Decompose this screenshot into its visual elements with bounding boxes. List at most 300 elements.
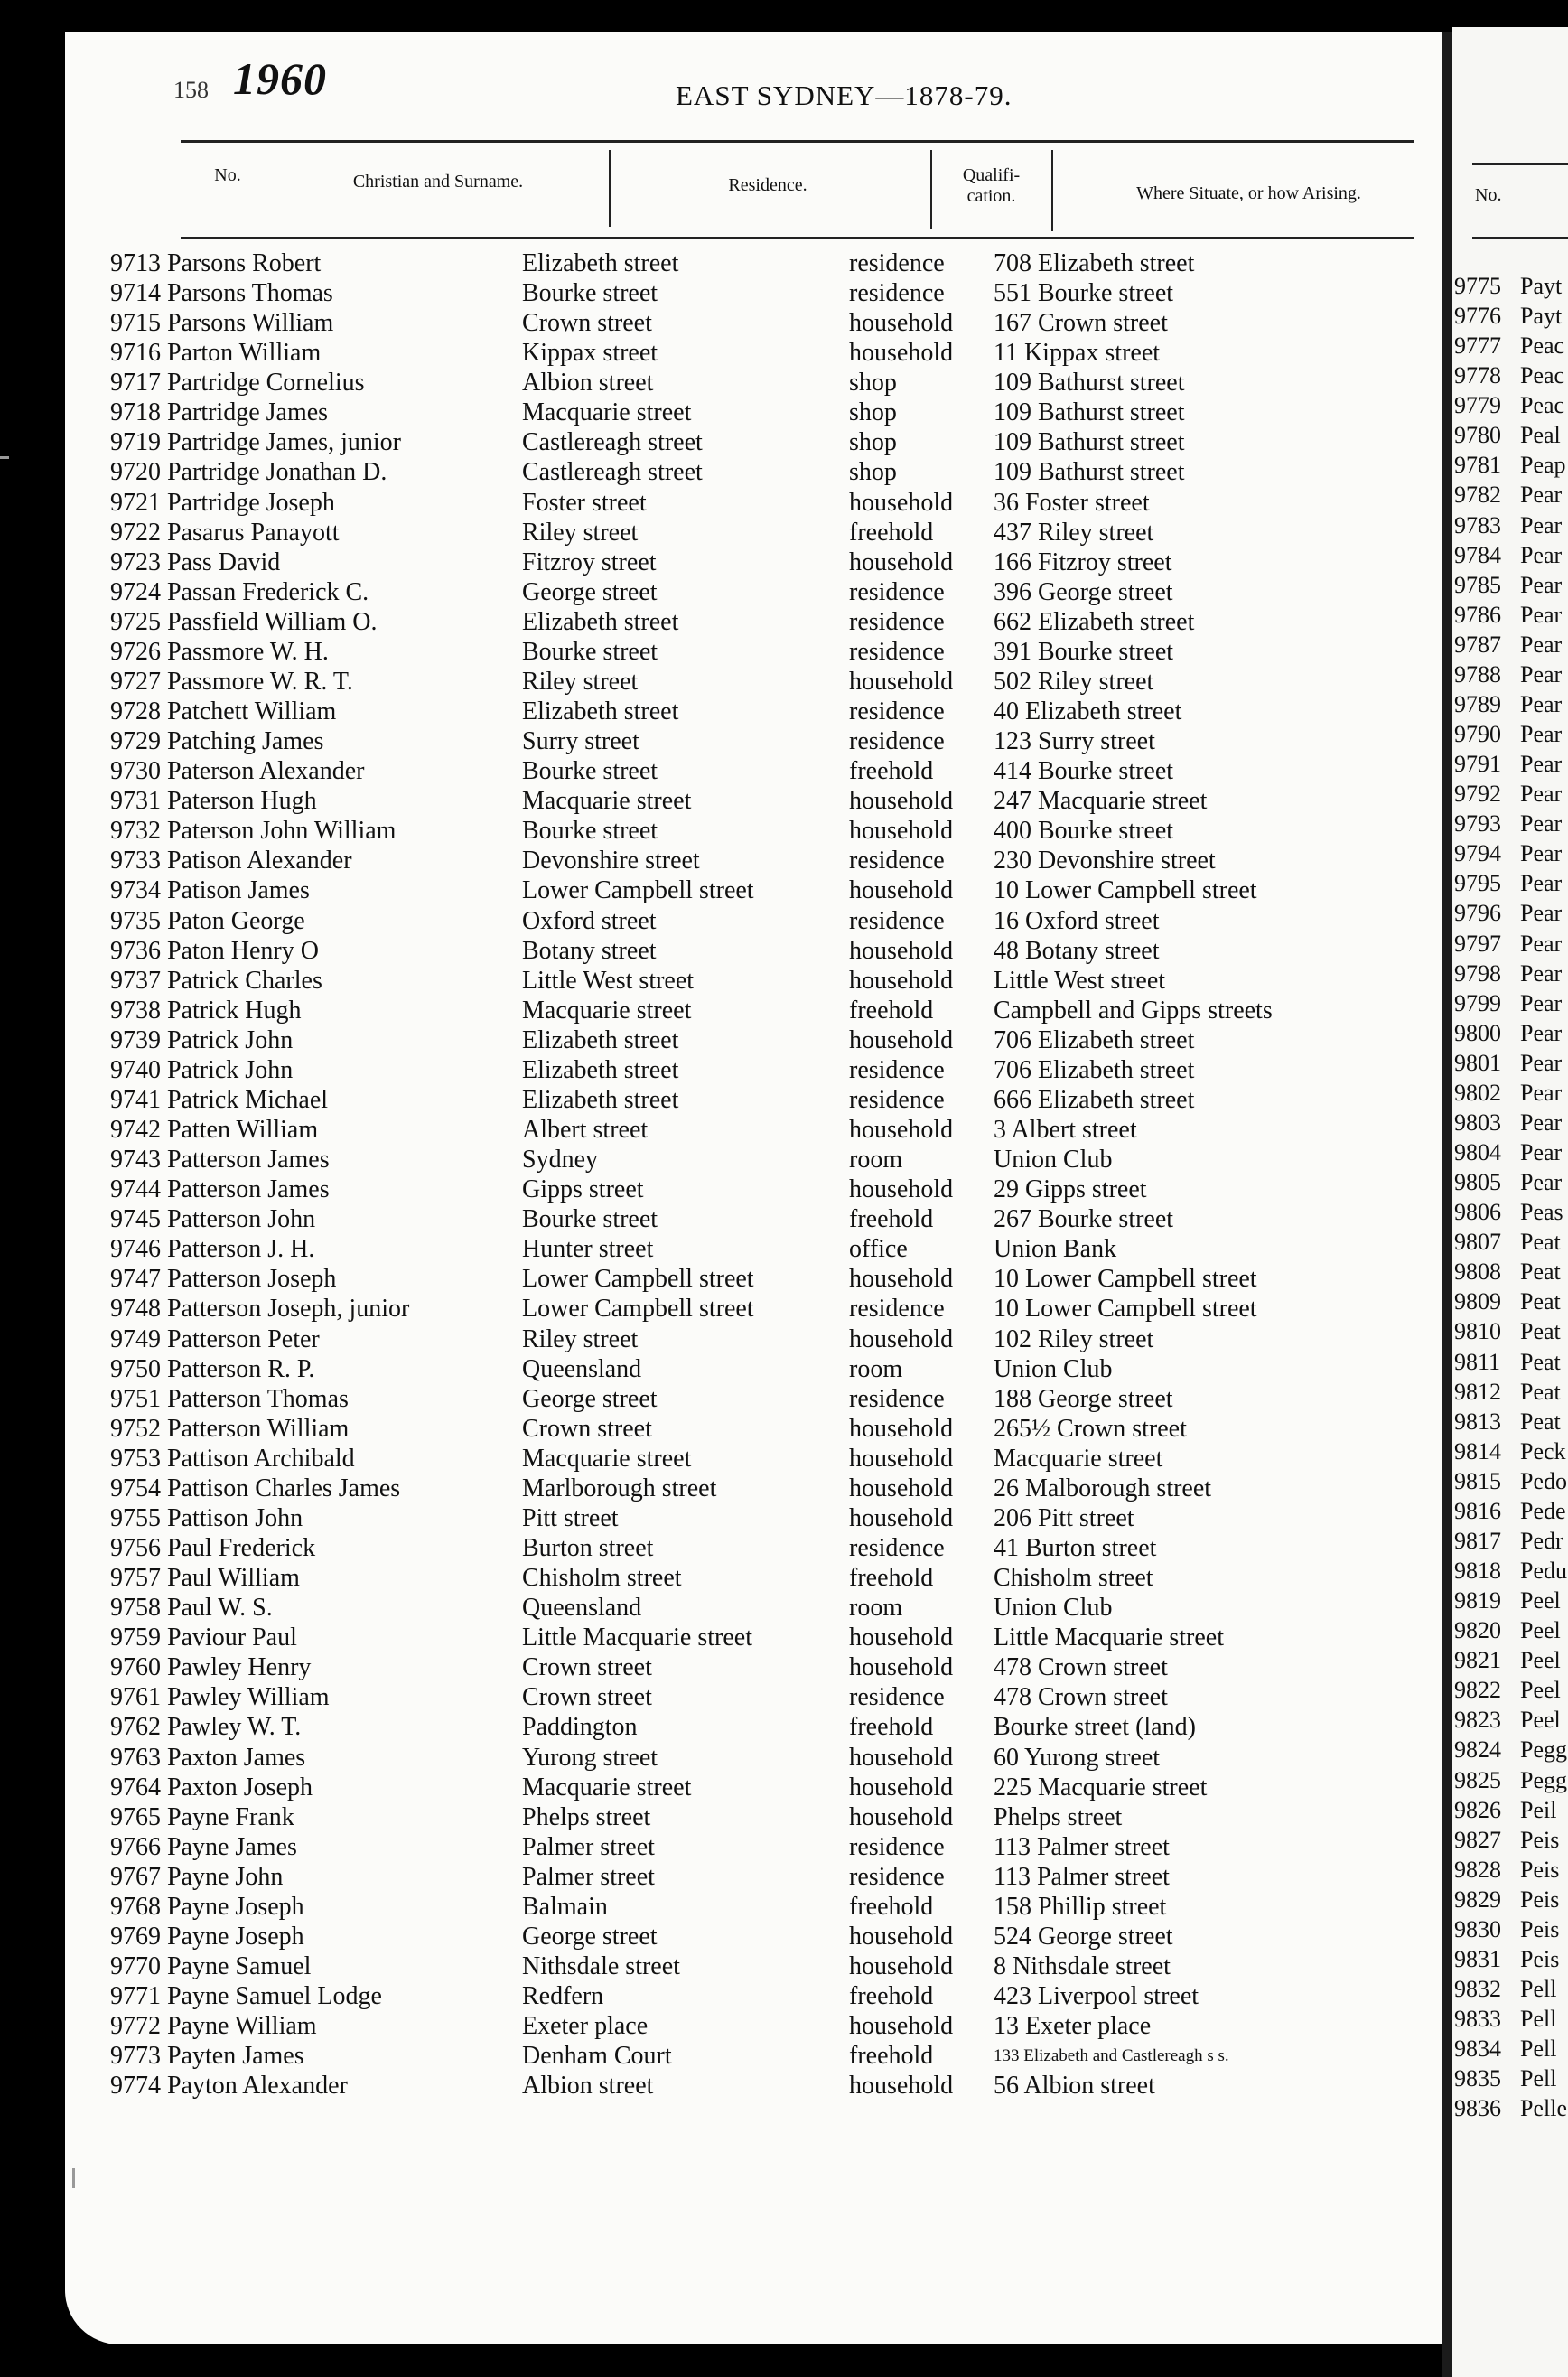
entry-number: 9776 bbox=[1454, 303, 1501, 329]
entry-number: 9766 bbox=[110, 1833, 161, 1861]
entry-qualification: office bbox=[849, 1235, 908, 1263]
entry-where-situate: Phelps street bbox=[994, 1803, 1123, 1831]
entry-residence: Crown street bbox=[522, 309, 652, 337]
entry-name: Partridge James bbox=[167, 398, 329, 426]
entry-name: Payne Frank bbox=[167, 1803, 294, 1831]
entry-residence: Riley street bbox=[522, 1325, 639, 1353]
entry-where-situate: 13 Exeter place bbox=[994, 2012, 1152, 2040]
entry-number: 9735 bbox=[110, 907, 161, 935]
next-page-row bbox=[1452, 689, 1568, 719]
entry-name: Patrick Charles bbox=[167, 967, 322, 995]
entry-qualification: household bbox=[849, 668, 954, 696]
margin-mark bbox=[72, 2168, 75, 2188]
next-page-row bbox=[1452, 1347, 1568, 1377]
entry-where-situate: 225 Macquarie street bbox=[994, 1773, 1208, 1801]
next-page-header-rule bbox=[1472, 163, 1568, 165]
entry-residence: Riley street bbox=[522, 668, 639, 696]
entry-name: Paton Henry O bbox=[167, 937, 319, 965]
register-row bbox=[0, 1712, 1445, 1742]
entry-name: Peck bbox=[1520, 1438, 1566, 1465]
entry-where-situate: 502 Riley street bbox=[994, 668, 1154, 696]
register-row bbox=[0, 996, 1445, 1025]
register-row bbox=[0, 1593, 1445, 1623]
entry-name: Patterson Thomas bbox=[167, 1385, 349, 1413]
entry-name: Pawley W. T. bbox=[167, 1713, 302, 1741]
entry-name: Patrick Michael bbox=[167, 1086, 329, 1114]
entry-name: Pear bbox=[1520, 1020, 1563, 1046]
entry-where-situate: 10 Lower Campbell street bbox=[994, 876, 1257, 904]
entry-residence: Elizabeth street bbox=[522, 1086, 679, 1114]
entry-number: 9753 bbox=[110, 1445, 161, 1473]
entry-name: Peal bbox=[1520, 422, 1561, 448]
next-page-row bbox=[1452, 1974, 1568, 2004]
next-page-row bbox=[1452, 1855, 1568, 1885]
entry-number: 9824 bbox=[1454, 1736, 1501, 1763]
entry-number: 9716 bbox=[110, 339, 161, 367]
entry-residence: Devonshire street bbox=[522, 847, 700, 875]
entry-residence: Burton street bbox=[522, 1534, 654, 1562]
entry-where-situate: 3 Albert street bbox=[994, 1116, 1137, 1144]
entry-where-situate: 109 Bathurst street bbox=[994, 458, 1185, 486]
entry-qualification: residence bbox=[849, 578, 945, 606]
entry-name: Pear bbox=[1520, 960, 1563, 987]
entry-residence: Surry street bbox=[522, 727, 639, 755]
register-row bbox=[0, 607, 1445, 637]
entry-residence: Hunter street bbox=[522, 1235, 654, 1263]
entry-residence: Phelps street bbox=[522, 1803, 651, 1831]
entry-number: 9820 bbox=[1454, 1617, 1501, 1643]
entry-number: 9731 bbox=[110, 787, 161, 815]
register-row bbox=[0, 2011, 1445, 2041]
entry-residence: Crown street bbox=[522, 1683, 652, 1711]
entry-name: Pegg bbox=[1520, 1767, 1567, 1793]
entry-number: 9832 bbox=[1454, 1976, 1501, 2002]
entry-where-situate: 400 Bourke street bbox=[994, 817, 1174, 845]
entry-qualification: freehold bbox=[849, 519, 934, 547]
entry-residence: Nithsdale street bbox=[522, 1952, 680, 1980]
entry-residence: Albion street bbox=[522, 369, 654, 397]
entry-qualification: residence bbox=[849, 1295, 945, 1323]
entry-number: 9822 bbox=[1454, 1677, 1501, 1703]
entry-residence: Macquarie street bbox=[522, 398, 692, 426]
entry-qualification: household bbox=[849, 1026, 954, 1054]
entry-where-situate: 109 Bathurst street bbox=[994, 369, 1185, 397]
column-header-residence: Residence. bbox=[728, 175, 807, 195]
entry-name: Patchett William bbox=[167, 697, 337, 725]
entry-number: 9770 bbox=[110, 1952, 161, 1980]
entry-name: Paterson John William bbox=[167, 817, 397, 845]
entry-qualification: household bbox=[849, 1265, 954, 1293]
entry-name: Patterson James bbox=[167, 1175, 330, 1203]
entry-number: 9751 bbox=[110, 1385, 161, 1413]
entry-name: Payne Joseph bbox=[167, 1923, 304, 1951]
entry-number: 9833 bbox=[1454, 2006, 1501, 2032]
next-page-row bbox=[1452, 301, 1568, 331]
next-page-row bbox=[1452, 1108, 1568, 1137]
entry-where-situate: 123 Surry street bbox=[994, 727, 1155, 755]
header-top-rule bbox=[181, 140, 1414, 143]
register-row bbox=[0, 1145, 1445, 1174]
entry-name: Pear bbox=[1520, 572, 1563, 598]
entry-number: 9797 bbox=[1454, 931, 1501, 957]
entry-number: 9772 bbox=[110, 2012, 161, 2040]
entry-qualification: household bbox=[849, 1474, 954, 1502]
entry-name: Pear bbox=[1520, 512, 1563, 538]
entry-where-situate: 41 Burton street bbox=[994, 1534, 1157, 1562]
entry-residence: Bourke street bbox=[522, 638, 658, 666]
entry-qualification: residence bbox=[849, 1683, 945, 1711]
entry-qualification: household bbox=[849, 1445, 954, 1473]
entry-where-situate: 478 Crown street bbox=[994, 1683, 1168, 1711]
entry-name: Peil bbox=[1520, 1797, 1557, 1823]
entry-number: 9785 bbox=[1454, 572, 1501, 598]
page-number: 158 bbox=[173, 77, 209, 103]
entry-where-situate: 109 Bathurst street bbox=[994, 428, 1185, 456]
entry-number: 9718 bbox=[110, 398, 161, 426]
entry-number: 9748 bbox=[110, 1295, 161, 1323]
entry-number: 9809 bbox=[1454, 1288, 1501, 1315]
entry-name: Partridge James, junior bbox=[167, 428, 401, 456]
entry-residence: Macquarie street bbox=[522, 787, 692, 815]
entry-residence: George street bbox=[522, 578, 658, 606]
entry-residence: Macquarie street bbox=[522, 997, 692, 1025]
entry-number: 9713 bbox=[110, 249, 161, 277]
next-page-row bbox=[1452, 1496, 1568, 1526]
entry-number: 9813 bbox=[1454, 1408, 1501, 1435]
next-page-row bbox=[1452, 809, 1568, 838]
entry-where-situate: 11 Kippax street bbox=[994, 339, 1161, 367]
entry-qualification: household bbox=[849, 937, 954, 965]
entry-qualification: household bbox=[849, 1773, 954, 1801]
register-row bbox=[0, 1354, 1445, 1384]
entry-where-situate: 662 Elizabeth street bbox=[994, 608, 1195, 636]
entry-qualification: household bbox=[849, 2072, 954, 2100]
entry-name: Pear bbox=[1520, 870, 1563, 896]
entry-name: Peis bbox=[1520, 1886, 1560, 1913]
entry-qualification: household bbox=[849, 339, 954, 367]
entry-where-situate: 414 Bourke street bbox=[994, 757, 1174, 785]
entry-name: Paul William bbox=[167, 1564, 300, 1592]
entry-number: 9816 bbox=[1454, 1498, 1501, 1524]
entry-name: Pattison John bbox=[167, 1504, 303, 1532]
entry-number: 9725 bbox=[110, 608, 161, 636]
entry-qualification: household bbox=[849, 967, 954, 995]
next-page-row bbox=[1452, 630, 1568, 660]
register-row bbox=[0, 637, 1445, 667]
next-page-row bbox=[1452, 1705, 1568, 1735]
entry-name: Parsons Robert bbox=[167, 249, 322, 277]
register-row bbox=[0, 488, 1445, 518]
entry-qualification: room bbox=[849, 1594, 903, 1622]
entry-number: 9744 bbox=[110, 1175, 161, 1203]
entry-where-situate: 10 Lower Campbell street bbox=[994, 1265, 1257, 1293]
entry-number: 9807 bbox=[1454, 1229, 1501, 1255]
entry-qualification: household bbox=[849, 876, 954, 904]
register-row bbox=[0, 1204, 1445, 1234]
entry-where-situate: 267 Bourke street bbox=[994, 1205, 1174, 1233]
register-row bbox=[0, 368, 1445, 398]
register-row bbox=[0, 1743, 1445, 1773]
entry-residence: Chisholm street bbox=[522, 1564, 682, 1592]
entry-residence: Marlborough street bbox=[522, 1474, 717, 1502]
entry-name: Pell bbox=[1520, 2035, 1557, 2062]
entry-where-situate: Little West street bbox=[994, 967, 1166, 995]
entry-name: Pear bbox=[1520, 1080, 1563, 1106]
entry-number: 9763 bbox=[110, 1744, 161, 1772]
entry-number: 9783 bbox=[1454, 512, 1501, 538]
entry-number: 9768 bbox=[110, 1893, 161, 1921]
entry-number: 9782 bbox=[1454, 482, 1501, 508]
entry-number: 9803 bbox=[1454, 1109, 1501, 1136]
entry-number: 9778 bbox=[1454, 362, 1501, 388]
entry-name: Pelle bbox=[1520, 2095, 1567, 2121]
entry-number: 9734 bbox=[110, 876, 161, 904]
next-page-row bbox=[1452, 1436, 1568, 1466]
entry-where-situate: 708 Elizabeth street bbox=[994, 249, 1195, 277]
entry-number: 9749 bbox=[110, 1325, 161, 1353]
entry-qualification: freehold bbox=[849, 1982, 934, 2010]
entry-where-situate: 158 Phillip street bbox=[994, 1893, 1167, 1921]
entry-qualification: freehold bbox=[849, 757, 934, 785]
entry-name: Peat bbox=[1520, 1229, 1561, 1255]
entry-name: Patterson J. H. bbox=[167, 1235, 315, 1263]
entry-qualification: freehold bbox=[849, 1564, 934, 1592]
next-page-row bbox=[1452, 1675, 1568, 1705]
next-page-row bbox=[1452, 1735, 1568, 1764]
entry-residence: Bourke street bbox=[522, 279, 658, 307]
entry-residence: Balmain bbox=[522, 1893, 608, 1921]
entry-number: 9742 bbox=[110, 1116, 161, 1144]
entry-name: Payne William bbox=[167, 2012, 317, 2040]
register-row bbox=[0, 1682, 1445, 1712]
entry-name: Payten James bbox=[167, 2042, 304, 2070]
register-row bbox=[0, 667, 1445, 697]
entry-name: Pattison Archibald bbox=[167, 1445, 355, 1473]
register-row bbox=[0, 726, 1445, 756]
next-page-row bbox=[1452, 1167, 1568, 1197]
entry-residence: Albion street bbox=[522, 2072, 654, 2100]
entry-name: Passan Frederick C. bbox=[167, 578, 369, 606]
entry-number: 9801 bbox=[1454, 1050, 1501, 1076]
entry-name: Peac bbox=[1520, 332, 1565, 359]
entry-name: Paton George bbox=[167, 907, 305, 935]
entry-qualification: household bbox=[849, 1653, 954, 1681]
entry-residence: Botany street bbox=[522, 937, 657, 965]
entry-name: Pear bbox=[1520, 751, 1563, 777]
register-row bbox=[0, 1563, 1445, 1593]
entry-number: 9723 bbox=[110, 548, 161, 576]
entry-where-situate: 48 Botany street bbox=[994, 937, 1160, 965]
entry-qualification: household bbox=[849, 1803, 954, 1831]
entry-number: 9827 bbox=[1454, 1827, 1501, 1853]
entry-residence: Castlereagh street bbox=[522, 458, 703, 486]
entry-qualification: household bbox=[849, 1116, 954, 1144]
entry-qualification: freehold bbox=[849, 1713, 934, 1741]
entry-number: 9796 bbox=[1454, 900, 1501, 926]
entry-residence: Crown street bbox=[522, 1415, 652, 1443]
entry-qualification: household bbox=[849, 489, 954, 517]
next-page-row bbox=[1452, 1765, 1568, 1795]
entry-name: Passmore W. H. bbox=[167, 638, 329, 666]
entry-residence: Queensland bbox=[522, 1355, 642, 1383]
entry-where-situate: 166 Fitzroy street bbox=[994, 548, 1172, 576]
entry-residence: Palmer street bbox=[522, 1863, 655, 1891]
entry-name: Paul W. S. bbox=[167, 1594, 273, 1622]
entry-residence: Lower Campbell street bbox=[522, 1295, 754, 1323]
entry-name: Passfield William O. bbox=[167, 608, 378, 636]
entry-residence: Denham Court bbox=[522, 2042, 672, 2070]
entry-name: Peel bbox=[1520, 1677, 1561, 1703]
entry-name: Pear bbox=[1520, 1050, 1563, 1076]
entry-number: 9831 bbox=[1454, 1946, 1501, 1972]
entry-qualification: freehold bbox=[849, 1893, 934, 1921]
entry-name: Peas bbox=[1520, 1199, 1563, 1225]
next-page-row bbox=[1452, 2034, 1568, 2063]
entry-number: 9830 bbox=[1454, 1916, 1501, 1942]
next-page-row bbox=[1452, 749, 1568, 779]
entry-where-situate: 524 George street bbox=[994, 1923, 1173, 1951]
next-page-row bbox=[1452, 1257, 1568, 1287]
entry-where-situate: 29 Gipps street bbox=[994, 1175, 1147, 1203]
entry-residence: Bourke street bbox=[522, 1205, 658, 1233]
entry-name: Peat bbox=[1520, 1408, 1561, 1435]
next-page-row bbox=[1452, 360, 1568, 390]
entry-residence: Lower Campbell street bbox=[522, 1265, 754, 1293]
entry-residence: Oxford street bbox=[522, 907, 657, 935]
entry-name: Peel bbox=[1520, 1647, 1561, 1673]
entry-qualification: household bbox=[849, 548, 954, 576]
register-row bbox=[0, 1892, 1445, 1922]
next-page-row bbox=[1452, 1137, 1568, 1167]
entry-where-situate: 56 Albion street bbox=[994, 2072, 1155, 2100]
entry-number: 9721 bbox=[110, 489, 161, 517]
entry-number: 9825 bbox=[1454, 1767, 1501, 1793]
entry-number: 9791 bbox=[1454, 751, 1501, 777]
entry-name: Pear bbox=[1520, 990, 1563, 1016]
entry-number: 9746 bbox=[110, 1235, 161, 1263]
entry-number: 9730 bbox=[110, 757, 161, 785]
next-page-header-rule bbox=[1472, 237, 1568, 239]
entry-name: Peis bbox=[1520, 1946, 1560, 1972]
next-page-row bbox=[1452, 1048, 1568, 1078]
next-page-row bbox=[1452, 1377, 1568, 1407]
entry-name: Payt bbox=[1520, 273, 1563, 299]
entry-where-situate: 133 Elizabeth and Castlereagh s s. bbox=[994, 2046, 1229, 2065]
next-page-row bbox=[1452, 1914, 1568, 1944]
register-row bbox=[0, 1384, 1445, 1414]
entry-number: 9756 bbox=[110, 1534, 161, 1562]
entry-number: 9811 bbox=[1454, 1349, 1501, 1375]
entry-name: Pede bbox=[1520, 1498, 1566, 1524]
entry-name: Partridge Cornelius bbox=[167, 369, 365, 397]
entry-number: 9828 bbox=[1454, 1857, 1501, 1883]
entry-number: 9732 bbox=[110, 817, 161, 845]
entry-where-situate: Little Macquarie street bbox=[994, 1624, 1224, 1652]
entry-name: Parsons Thomas bbox=[167, 279, 333, 307]
next-page-row bbox=[1452, 1407, 1568, 1436]
next-page-row bbox=[1452, 1227, 1568, 1257]
next-page-row bbox=[1452, 1825, 1568, 1855]
entry-number: 9741 bbox=[110, 1086, 161, 1114]
entry-name: Patterson Peter bbox=[167, 1325, 320, 1353]
register-row bbox=[0, 1981, 1445, 2011]
entry-qualification: room bbox=[849, 1355, 903, 1383]
entry-qualification: shop bbox=[849, 428, 897, 456]
entry-name: Paxton Joseph bbox=[167, 1773, 313, 1801]
entry-number: 9793 bbox=[1454, 810, 1501, 837]
entry-number: 9835 bbox=[1454, 2065, 1501, 2092]
header-divider bbox=[1051, 150, 1053, 231]
entry-where-situate: 396 George street bbox=[994, 578, 1173, 606]
entry-qualification: household bbox=[849, 1504, 954, 1532]
entry-number: 9829 bbox=[1454, 1886, 1501, 1913]
register-row bbox=[0, 1802, 1445, 1832]
entry-name: Pasarus Panayott bbox=[167, 519, 340, 547]
entry-where-situate: 102 Riley street bbox=[994, 1325, 1154, 1353]
entry-residence: Riley street bbox=[522, 519, 639, 547]
entry-where-situate: 188 George street bbox=[994, 1385, 1173, 1413]
entry-name: Patison Alexander bbox=[167, 847, 352, 875]
entry-number: 9821 bbox=[1454, 1647, 1501, 1673]
entry-name: Paterson Hugh bbox=[167, 787, 317, 815]
register-row bbox=[0, 1234, 1445, 1264]
entry-where-situate: Campbell and Gipps streets bbox=[994, 997, 1273, 1025]
entry-name: Paterson Alexander bbox=[167, 757, 365, 785]
next-page-row bbox=[1452, 540, 1568, 570]
entry-number: 9819 bbox=[1454, 1587, 1501, 1614]
register-row bbox=[0, 756, 1445, 786]
next-page-row bbox=[1452, 1885, 1568, 1914]
entry-residence: Palmer street bbox=[522, 1833, 655, 1861]
entry-name: Pear bbox=[1520, 840, 1563, 866]
entry-where-situate: 60 Yurong street bbox=[994, 1744, 1161, 1772]
register-row bbox=[0, 1922, 1445, 1951]
register-row bbox=[0, 1055, 1445, 1085]
next-page-row bbox=[1452, 450, 1568, 480]
entry-number: 9719 bbox=[110, 428, 161, 456]
register-row bbox=[0, 1444, 1445, 1474]
entry-number: 9771 bbox=[110, 1982, 161, 2010]
entry-name: Patrick John bbox=[167, 1026, 294, 1054]
entry-qualification: household bbox=[849, 1624, 954, 1652]
entry-number: 9738 bbox=[110, 997, 161, 1025]
entry-number: 9747 bbox=[110, 1265, 161, 1293]
entry-name: Payne Joseph bbox=[167, 1893, 304, 1921]
entry-qualification: household bbox=[849, 1923, 954, 1951]
entry-qualification: residence bbox=[849, 608, 945, 636]
entry-qualification: household bbox=[849, 817, 954, 845]
next-page-row bbox=[1452, 1586, 1568, 1615]
entry-number: 9740 bbox=[110, 1056, 161, 1084]
entry-qualification: residence bbox=[849, 1534, 945, 1562]
entry-name: Partridge Joseph bbox=[167, 489, 335, 517]
entry-qualification: household bbox=[849, 309, 954, 337]
entry-qualification: household bbox=[849, 1325, 954, 1353]
entry-qualification: residence bbox=[849, 697, 945, 725]
entry-name: Pear bbox=[1520, 691, 1563, 717]
entry-where-situate: 247 Macquarie street bbox=[994, 787, 1208, 815]
next-page-row bbox=[1452, 480, 1568, 510]
page-title: EAST SYDNEY—1878-79. bbox=[676, 80, 1013, 111]
entry-number: 9773 bbox=[110, 2042, 161, 2070]
entry-qualification: room bbox=[849, 1146, 903, 1174]
register-row bbox=[0, 1652, 1445, 1682]
next-page-row bbox=[1452, 1615, 1568, 1645]
entry-where-situate: 478 Crown street bbox=[994, 1653, 1168, 1681]
entry-where-situate: 230 Devonshire street bbox=[994, 847, 1216, 875]
next-page-row bbox=[1452, 1526, 1568, 1556]
entry-number: 9720 bbox=[110, 458, 161, 486]
